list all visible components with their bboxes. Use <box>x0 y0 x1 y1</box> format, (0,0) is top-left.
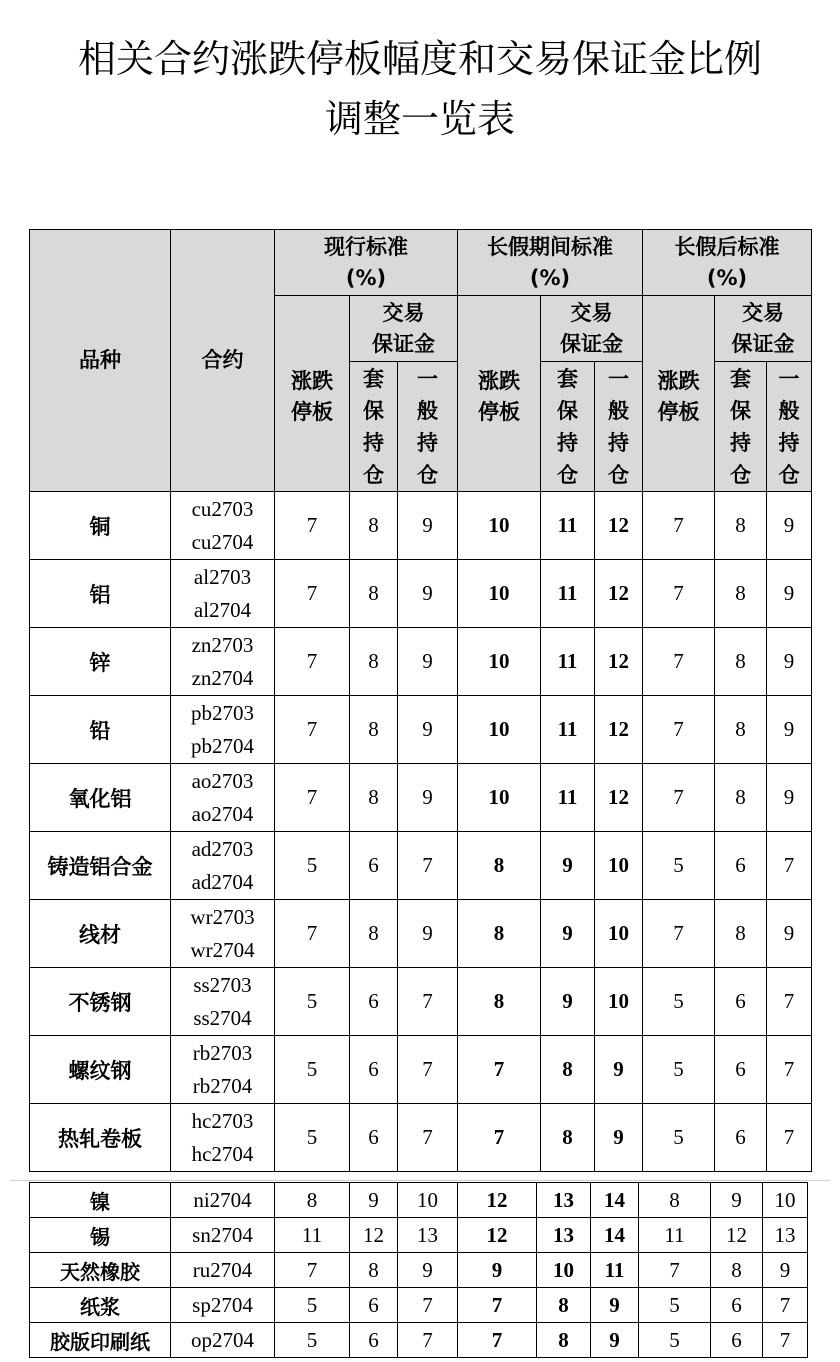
value-cell: 7 <box>643 492 715 560</box>
contract-cell: ru2704 <box>171 1253 275 1288</box>
value-cell: 9 <box>767 900 812 968</box>
contract-cell: ni2704 <box>171 1183 275 1218</box>
header-general-after: 一 般 持 仓 <box>767 362 812 492</box>
contract-cell: ao2703 ao2704 <box>171 764 275 832</box>
contract-cell: rb2703 rb2704 <box>171 1036 275 1104</box>
page-title-line-1: 相关合约涨跌停板幅度和交易保证金比例 <box>77 37 762 81</box>
value-cell: 5 <box>275 1323 350 1358</box>
value-cell: 7 <box>767 832 812 900</box>
value-cell: 11 <box>541 628 595 696</box>
variety-cell: 胶版印刷纸 <box>30 1323 171 1358</box>
value-cell: 7 <box>275 492 350 560</box>
variety-cell: 螺纹钢 <box>30 1036 171 1104</box>
value-cell: 7 <box>643 764 715 832</box>
page-divider <box>10 1180 830 1181</box>
value-cell: 6 <box>350 968 398 1036</box>
value-cell: 7 <box>398 1104 458 1172</box>
value-cell: 5 <box>643 1036 715 1104</box>
value-cell: 9 <box>711 1183 763 1218</box>
value-cell: 12 <box>350 1218 398 1253</box>
limit-margin-table-continued <box>29 1182 808 1358</box>
header-limit-current: 涨跌 停板 <box>275 296 350 492</box>
header-margin-after: 交易 保证金 <box>715 296 812 362</box>
value-cell: 5 <box>643 832 715 900</box>
value-cell: 8 <box>715 560 767 628</box>
value-cell: 10 <box>595 968 643 1036</box>
value-cell: 8 <box>715 764 767 832</box>
value-cell: 9 <box>767 696 812 764</box>
value-cell: 9 <box>541 968 595 1036</box>
value-cell: 7 <box>767 968 812 1036</box>
header-group-after: 长假后标准 (%) <box>643 230 812 296</box>
value-cell: 8 <box>350 1253 398 1288</box>
value-cell: 5 <box>275 1288 350 1323</box>
table-row <box>30 1036 812 1104</box>
variety-cell: 天然橡胶 <box>30 1253 171 1288</box>
value-cell: 8 <box>458 900 541 968</box>
value-cell: 7 <box>398 1323 458 1358</box>
value-cell: 11 <box>639 1218 711 1253</box>
variety-cell: 线材 <box>30 900 171 968</box>
value-cell: 9 <box>398 696 458 764</box>
value-cell: 8 <box>350 900 398 968</box>
value-cell: 10 <box>763 1183 808 1218</box>
value-cell: 8 <box>458 968 541 1036</box>
value-cell: 7 <box>275 1253 350 1288</box>
contract-cell: sn2704 <box>171 1218 275 1253</box>
header-margin-current: 交易 保证金 <box>350 296 458 362</box>
value-cell: 5 <box>275 1104 350 1172</box>
contract-cell: ss2703 ss2704 <box>171 968 275 1036</box>
value-cell: 7 <box>275 696 350 764</box>
value-cell: 7 <box>643 560 715 628</box>
value-cell: 10 <box>537 1253 591 1288</box>
value-cell: 9 <box>767 628 812 696</box>
contract-cell: sp2704 <box>171 1288 275 1323</box>
value-cell: 6 <box>715 1036 767 1104</box>
value-cell: 8 <box>350 628 398 696</box>
contract-cell: pb2703 pb2704 <box>171 696 275 764</box>
value-cell: 13 <box>537 1218 591 1253</box>
value-cell: 13 <box>537 1183 591 1218</box>
variety-cell: 纸浆 <box>30 1288 171 1323</box>
value-cell: 5 <box>639 1288 711 1323</box>
value-cell: 6 <box>350 1036 398 1104</box>
value-cell: 9 <box>591 1288 639 1323</box>
value-cell: 7 <box>763 1288 808 1323</box>
value-cell: 12 <box>595 696 643 764</box>
value-cell: 7 <box>398 832 458 900</box>
value-cell: 7 <box>639 1253 711 1288</box>
value-cell: 10 <box>458 492 541 560</box>
value-cell: 11 <box>541 764 595 832</box>
value-cell: 6 <box>350 1288 398 1323</box>
value-cell: 8 <box>350 764 398 832</box>
table-row <box>30 1104 812 1172</box>
value-cell: 9 <box>350 1183 398 1218</box>
page-title-line-2: 调整一览表 <box>324 97 515 141</box>
value-cell: 11 <box>541 560 595 628</box>
contract-cell: ad2703 ad2704 <box>171 832 275 900</box>
value-cell: 7 <box>643 628 715 696</box>
table-row <box>30 1253 808 1288</box>
table-row <box>30 492 812 560</box>
value-cell: 8 <box>639 1183 711 1218</box>
value-cell: 9 <box>595 1104 643 1172</box>
value-cell: 5 <box>275 1036 350 1104</box>
table-body <box>30 492 812 1172</box>
table-row <box>30 968 812 1036</box>
header-group-holiday: 长假期间标准 (%) <box>458 230 643 296</box>
value-cell: 8 <box>350 492 398 560</box>
value-cell: 8 <box>541 1036 595 1104</box>
value-cell: 14 <box>591 1218 639 1253</box>
value-cell: 13 <box>398 1218 458 1253</box>
value-cell: 5 <box>639 1323 711 1358</box>
table-row <box>30 628 812 696</box>
value-cell: 9 <box>398 560 458 628</box>
value-cell: 8 <box>350 696 398 764</box>
variety-cell: 铝 <box>30 560 171 628</box>
value-cell: 13 <box>763 1218 808 1253</box>
value-cell: 7 <box>398 968 458 1036</box>
header-group-current: 现行标准 (%) <box>275 230 458 296</box>
value-cell: 9 <box>458 1253 537 1288</box>
value-cell: 9 <box>398 628 458 696</box>
value-cell: 9 <box>767 492 812 560</box>
variety-cell: 铅 <box>30 696 171 764</box>
value-cell: 6 <box>715 1104 767 1172</box>
value-cell: 12 <box>458 1183 537 1218</box>
value-cell: 9 <box>541 900 595 968</box>
variety-cell: 铜 <box>30 492 171 560</box>
value-cell: 7 <box>767 1036 812 1104</box>
table-header <box>30 230 812 492</box>
header-limit-holiday: 涨跌 停板 <box>458 296 541 492</box>
variety-cell: 热轧卷板 <box>30 1104 171 1172</box>
value-cell: 12 <box>458 1218 537 1253</box>
value-cell: 7 <box>275 628 350 696</box>
value-cell: 8 <box>350 560 398 628</box>
header-margin-holiday: 交易 保证金 <box>541 296 643 362</box>
value-cell: 11 <box>541 696 595 764</box>
value-cell: 8 <box>715 696 767 764</box>
variety-cell: 锡 <box>30 1218 171 1253</box>
header-contract: 合约 <box>171 230 275 492</box>
table-row <box>30 1218 808 1253</box>
table-row <box>30 1323 808 1358</box>
value-cell: 7 <box>398 1036 458 1104</box>
value-cell: 8 <box>537 1323 591 1358</box>
value-cell: 8 <box>275 1183 350 1218</box>
table-row <box>30 696 812 764</box>
table-row <box>30 832 812 900</box>
value-cell: 7 <box>763 1323 808 1358</box>
variety-cell: 锌 <box>30 628 171 696</box>
value-cell: 10 <box>458 628 541 696</box>
value-cell: 6 <box>350 832 398 900</box>
variety-cell: 不锈钢 <box>30 968 171 1036</box>
value-cell: 8 <box>711 1253 763 1288</box>
value-cell: 5 <box>643 1104 715 1172</box>
header-hedge-after: 套 保 持 仓 <box>715 362 767 492</box>
value-cell: 5 <box>275 968 350 1036</box>
table-body-continued <box>30 1183 808 1358</box>
value-cell: 12 <box>711 1218 763 1253</box>
value-cell: 7 <box>458 1104 541 1172</box>
value-cell: 11 <box>541 492 595 560</box>
table-row <box>30 900 812 968</box>
value-cell: 5 <box>643 968 715 1036</box>
contract-cell: zn2703 zn2704 <box>171 628 275 696</box>
value-cell: 8 <box>715 492 767 560</box>
value-cell: 14 <box>591 1183 639 1218</box>
value-cell: 6 <box>715 968 767 1036</box>
value-cell: 10 <box>595 832 643 900</box>
value-cell: 12 <box>595 628 643 696</box>
value-cell: 8 <box>541 1104 595 1172</box>
contract-cell: wr2703 wr2704 <box>171 900 275 968</box>
value-cell: 6 <box>711 1323 763 1358</box>
value-cell: 12 <box>595 492 643 560</box>
value-cell: 6 <box>350 1323 398 1358</box>
value-cell: 9 <box>398 900 458 968</box>
table-row <box>30 1183 808 1218</box>
header-hedge-holiday: 套 保 持 仓 <box>541 362 595 492</box>
value-cell: 9 <box>591 1323 639 1358</box>
value-cell: 9 <box>398 1253 458 1288</box>
value-cell: 5 <box>275 832 350 900</box>
value-cell: 10 <box>398 1183 458 1218</box>
value-cell: 7 <box>275 900 350 968</box>
value-cell: 6 <box>715 832 767 900</box>
value-cell: 7 <box>643 696 715 764</box>
value-cell: 8 <box>715 900 767 968</box>
contract-cell: cu2703 cu2704 <box>171 492 275 560</box>
contract-cell: op2704 <box>171 1323 275 1358</box>
value-cell: 7 <box>398 1288 458 1323</box>
table-row <box>30 1288 808 1323</box>
table-row <box>30 560 812 628</box>
header-general-current: 一 般 持 仓 <box>398 362 458 492</box>
value-cell: 8 <box>715 628 767 696</box>
contract-cell: hc2703 hc2704 <box>171 1104 275 1172</box>
variety-cell: 铸造铝合金 <box>30 832 171 900</box>
value-cell: 7 <box>458 1036 541 1104</box>
value-cell: 9 <box>398 764 458 832</box>
value-cell: 9 <box>595 1036 643 1104</box>
value-cell: 7 <box>767 1104 812 1172</box>
value-cell: 10 <box>595 900 643 968</box>
table-row <box>30 764 812 832</box>
header-limit-after: 涨跌 停板 <box>643 296 715 492</box>
value-cell: 9 <box>398 492 458 560</box>
value-cell: 8 <box>537 1288 591 1323</box>
variety-cell: 镍 <box>30 1183 171 1218</box>
header-general-holiday: 一 般 持 仓 <box>595 362 643 492</box>
value-cell: 9 <box>767 560 812 628</box>
value-cell: 6 <box>350 1104 398 1172</box>
value-cell: 12 <box>595 560 643 628</box>
header-hedge-current: 套 保 持 仓 <box>350 362 398 492</box>
value-cell: 7 <box>275 764 350 832</box>
value-cell: 11 <box>275 1218 350 1253</box>
value-cell: 7 <box>643 900 715 968</box>
limit-margin-table <box>29 229 812 1172</box>
value-cell: 6 <box>711 1288 763 1323</box>
value-cell: 7 <box>275 560 350 628</box>
value-cell: 9 <box>767 764 812 832</box>
value-cell: 11 <box>591 1253 639 1288</box>
contract-cell: al2703 al2704 <box>171 560 275 628</box>
value-cell: 10 <box>458 764 541 832</box>
value-cell: 10 <box>458 560 541 628</box>
value-cell: 9 <box>541 832 595 900</box>
value-cell: 8 <box>458 832 541 900</box>
value-cell: 12 <box>595 764 643 832</box>
value-cell: 7 <box>458 1323 537 1358</box>
value-cell: 10 <box>458 696 541 764</box>
variety-cell: 氧化铝 <box>30 764 171 832</box>
header-variety: 品种 <box>30 230 171 492</box>
value-cell: 7 <box>458 1288 537 1323</box>
value-cell: 9 <box>763 1253 808 1288</box>
